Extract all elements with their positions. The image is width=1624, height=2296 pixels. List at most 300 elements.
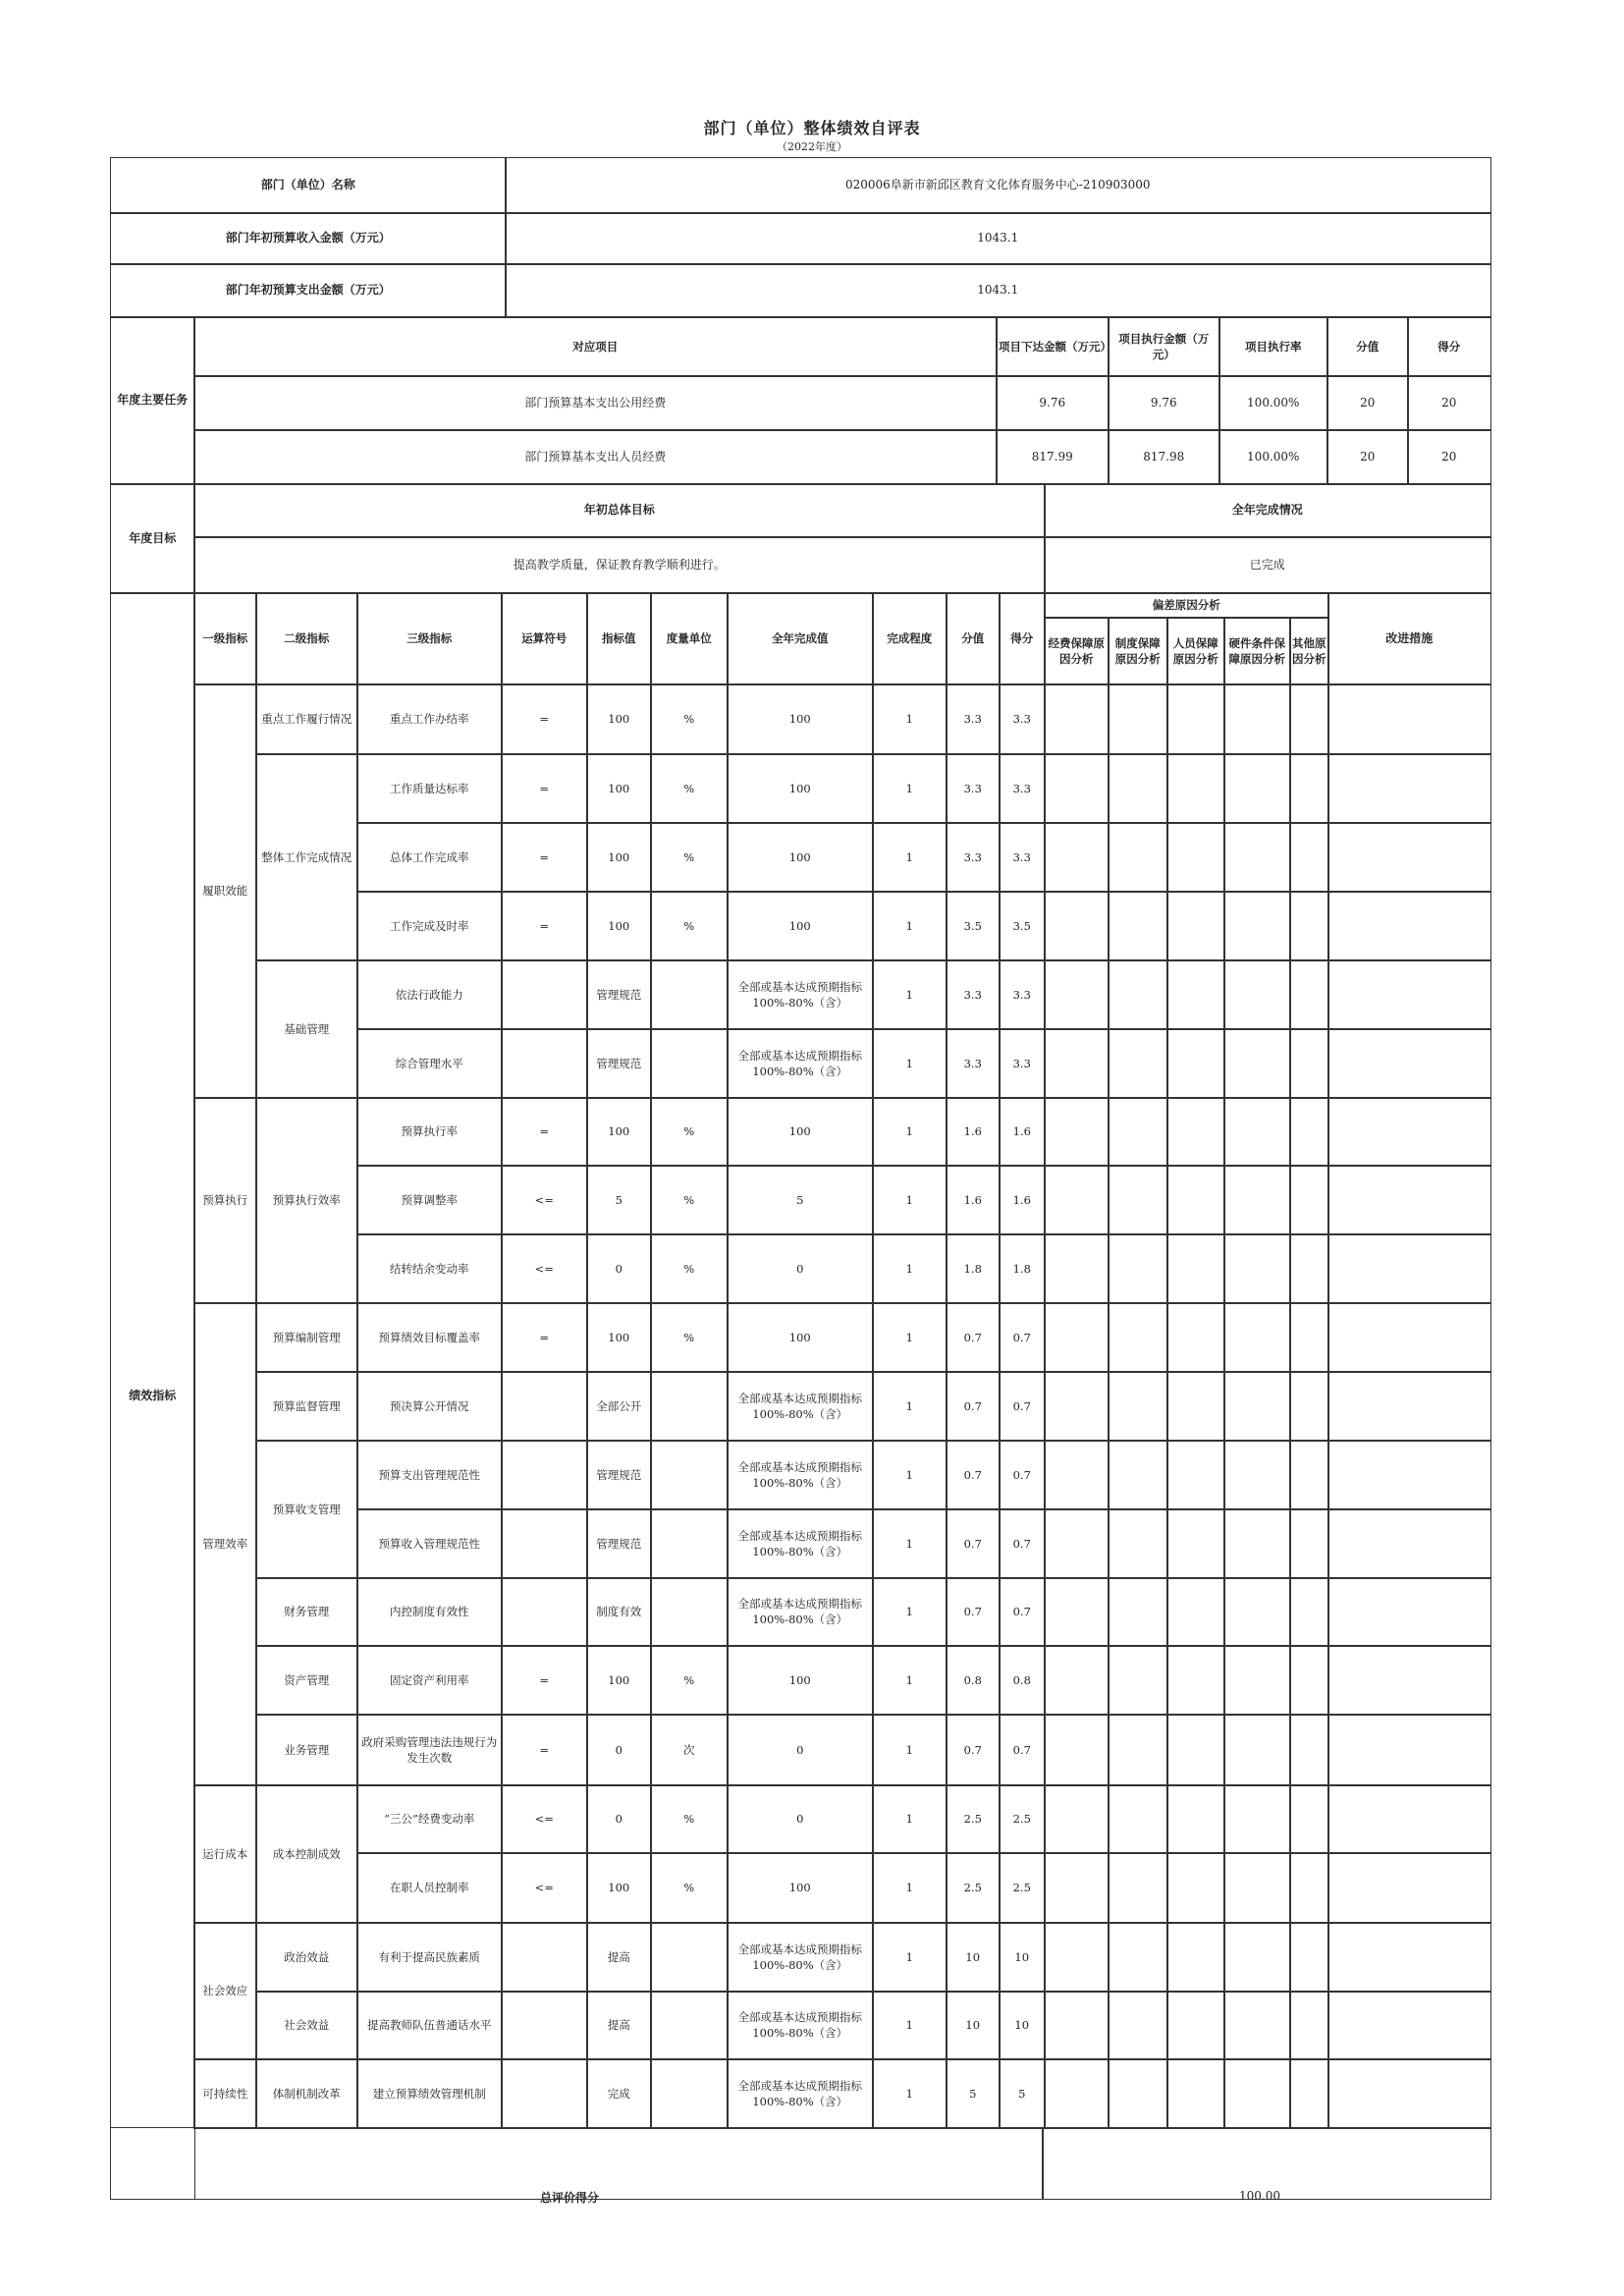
deviation-cell-3-0 <box>1044 891 1110 961</box>
improve-cell-9 <box>1327 1302 1491 1373</box>
deviation-cell-13-3 <box>1223 1577 1291 1647</box>
improve-cell-5 <box>1327 1028 1491 1099</box>
indicator-row-3-col-5: 1 <box>872 891 947 961</box>
deviation-cell-14-1 <box>1108 1645 1168 1716</box>
indicator-row-6-col-2: 100 <box>586 1097 652 1167</box>
indicator-row-9-col-6: 0.7 <box>946 1302 1001 1373</box>
indicator-row-19-col-0: 提高教师队伍普通话水平 <box>356 1991 503 2060</box>
dept-name-value: 020006阜新市新邱区教育文化体育服务中心-210903000 <box>505 157 1491 214</box>
indicator-row-11-col-5: 1 <box>872 1440 947 1510</box>
improve-cell-11 <box>1327 1440 1491 1510</box>
indicator-row-8-col-3: % <box>650 1233 729 1304</box>
header-dev-2: 人员保障原因分析 <box>1166 617 1225 685</box>
improve-cell-14 <box>1327 1645 1491 1716</box>
deviation-cell-11-1 <box>1108 1440 1168 1510</box>
deviation-cell-17-4 <box>1289 1852 1329 1924</box>
indicator-row-11-col-4: 全部或基本达成预期指标100%-80%（含） <box>727 1440 874 1510</box>
indicator-row-3-col-7: 3.5 <box>999 891 1046 961</box>
task-row-0-col-1: 9.76 <box>996 375 1110 431</box>
deviation-cell-16-1 <box>1108 1784 1168 1854</box>
indicator-row-4-col-5: 1 <box>872 959 947 1030</box>
deviation-cell-12-1 <box>1108 1508 1168 1579</box>
indicator-row-6-col-3: % <box>650 1097 729 1167</box>
indicator-row-12-col-7: 0.7 <box>999 1508 1046 1579</box>
indicator-row-3-col-1: = <box>501 891 588 961</box>
indicator-row-1-col-3: % <box>650 753 729 824</box>
deviation-cell-19-0 <box>1044 1991 1110 2060</box>
deviation-cell-16-4 <box>1289 1784 1329 1854</box>
indicator-row-4-col-2: 管理规范 <box>586 959 652 1030</box>
goal-overall-value: 提高教学质量，保证教育教学顺利进行。 <box>193 536 1046 594</box>
indicator-row-16-col-4: 0 <box>727 1784 874 1854</box>
indicator-row-20-col-7: 5 <box>999 2058 1046 2129</box>
indicator-row-11-col-1 <box>501 1440 588 1510</box>
l2-group-10: 成本控制成效 <box>255 1784 358 1924</box>
deviation-cell-12-3 <box>1223 1508 1291 1579</box>
deviation-cell-18-4 <box>1289 1922 1329 1993</box>
task-row-1-col-5: 20 <box>1407 429 1491 485</box>
deviation-cell-12-0 <box>1044 1508 1110 1579</box>
indicator-row-20-col-6: 5 <box>946 2058 1001 2129</box>
indicator-row-4-col-6: 3.3 <box>946 959 1001 1030</box>
indicator-row-15-col-2: 0 <box>586 1714 652 1786</box>
l2-group-8: 资产管理 <box>255 1645 358 1716</box>
deviation-cell-15-4 <box>1289 1714 1329 1786</box>
indicator-row-18-col-7: 10 <box>999 1922 1046 1993</box>
l1-group-5: 可持续性 <box>193 2058 257 2129</box>
improve-cell-12 <box>1327 1508 1491 1579</box>
deviation-cell-1-4 <box>1289 753 1329 824</box>
deviation-cell-2-1 <box>1108 822 1168 893</box>
l1-group-1: 预算执行 <box>193 1097 257 1304</box>
indicator-row-6-col-6: 1.6 <box>946 1097 1001 1167</box>
indicator-row-19-col-3 <box>650 1991 729 2060</box>
deviation-cell-19-1 <box>1108 1991 1168 2060</box>
deviation-cell-5-3 <box>1223 1028 1291 1099</box>
deviation-cell-3-1 <box>1108 891 1168 961</box>
indicator-row-10-col-3 <box>650 1371 729 1442</box>
indicator-row-9-col-2: 100 <box>586 1302 652 1373</box>
indicator-row-0-col-5: 1 <box>872 683 947 755</box>
indicator-row-3-col-6: 3.5 <box>946 891 1001 961</box>
indicator-row-14-col-0: 固定资产利用率 <box>356 1645 503 1716</box>
task-row-1-col-4: 20 <box>1326 429 1409 485</box>
deviation-cell-0-4 <box>1289 683 1329 755</box>
deviation-cell-10-3 <box>1223 1371 1291 1442</box>
header-actual: 全年完成值 <box>727 592 874 685</box>
expense-label: 部门年初预算支出金额（万元） <box>110 263 507 318</box>
form-year: （2022年度） <box>777 140 847 153</box>
indicator-row-9-col-0: 预算绩效目标覆盖率 <box>356 1302 503 1373</box>
indicator-row-18-col-3 <box>650 1922 729 1993</box>
deviation-cell-20-1 <box>1108 2058 1168 2129</box>
indicator-row-5-col-4: 全部或基本达成预期指标100%-80%（含） <box>727 1028 874 1099</box>
deviation-cell-18-2 <box>1166 1922 1225 1993</box>
deviation-cell-8-0 <box>1044 1233 1110 1304</box>
deviation-cell-3-2 <box>1166 891 1225 961</box>
header-l3: 三级指标 <box>356 592 503 685</box>
indicator-row-1-col-7: 3.3 <box>999 753 1046 824</box>
deviation-cell-2-2 <box>1166 822 1225 893</box>
deviation-cell-15-0 <box>1044 1714 1110 1786</box>
deviation-cell-13-2 <box>1166 1577 1225 1647</box>
indicator-row-8-col-5: 1 <box>872 1233 947 1304</box>
l2-group-13: 体制机制改革 <box>255 2058 358 2129</box>
indicator-row-7-col-5: 1 <box>872 1165 947 1235</box>
indicator-row-2-col-5: 1 <box>872 822 947 893</box>
task-row-1-col-0: 部门预算基本支出人员经费 <box>193 429 998 485</box>
header-degree: 完成程度 <box>872 592 947 685</box>
indicator-row-2-col-7: 3.3 <box>999 822 1046 893</box>
tasks-label: 年度主要任务 <box>110 316 195 485</box>
deviation-cell-16-0 <box>1044 1784 1110 1854</box>
indicator-row-17-col-2: 100 <box>586 1852 652 1924</box>
deviation-cell-11-0 <box>1044 1440 1110 1510</box>
form-title: 部门（单位）整体绩效自评表 <box>703 119 921 137</box>
improve-cell-6 <box>1327 1097 1491 1167</box>
improve-cell-18 <box>1327 1922 1491 1993</box>
deviation-cell-12-4 <box>1289 1508 1329 1579</box>
indicator-row-18-col-0: 有利于提高民族素质 <box>356 1922 503 1993</box>
task-row-1-col-3: 100.00% <box>1218 429 1328 485</box>
task-row-0-col-5: 20 <box>1407 375 1491 431</box>
indicator-row-20-col-4: 全部或基本达成预期指标100%-80%（含） <box>727 2058 874 2129</box>
deviation-cell-8-1 <box>1108 1233 1168 1304</box>
goal-completion-header: 全年完成情况 <box>1044 483 1491 538</box>
indicator-row-6-col-4: 100 <box>727 1097 874 1167</box>
indicator-row-8-col-2: 0 <box>586 1233 652 1304</box>
indicator-row-7-col-6: 1.6 <box>946 1165 1001 1235</box>
indicator-row-18-col-1 <box>501 1922 588 1993</box>
indicator-row-14-col-7: 0.8 <box>999 1645 1046 1716</box>
indicator-row-19-col-4: 全部或基本达成预期指标100%-80%（含） <box>727 1991 874 2060</box>
indicator-row-11-col-6: 0.7 <box>946 1440 1001 1510</box>
improve-cell-3 <box>1327 891 1491 961</box>
improve-cell-20 <box>1327 2058 1491 2129</box>
deviation-cell-7-3 <box>1223 1165 1291 1235</box>
deviation-cell-8-4 <box>1289 1233 1329 1304</box>
indicator-row-0-col-2: 100 <box>586 683 652 755</box>
indicator-row-1-col-5: 1 <box>872 753 947 824</box>
deviation-cell-13-1 <box>1108 1577 1168 1647</box>
indicator-row-0-col-0: 重点工作办结率 <box>356 683 503 755</box>
deviation-cell-5-0 <box>1044 1028 1110 1099</box>
indicator-row-16-col-6: 2.5 <box>946 1784 1001 1854</box>
deviation-cell-17-1 <box>1108 1852 1168 1924</box>
deviation-cell-3-4 <box>1289 891 1329 961</box>
deviation-cell-7-1 <box>1108 1165 1168 1235</box>
deviation-cell-5-2 <box>1166 1028 1225 1099</box>
total-label: 总评价得分 <box>540 2191 600 2205</box>
task-row-1-col-2: 817.98 <box>1108 429 1220 485</box>
l2-group-4: 预算编制管理 <box>255 1302 358 1373</box>
indicator-row-15-col-6: 0.7 <box>946 1714 1001 1786</box>
tasks-header-5: 得分 <box>1407 316 1491 377</box>
indicator-row-5-col-1 <box>501 1028 588 1099</box>
header-l1: 一级指标 <box>193 592 257 685</box>
indicator-row-10-col-2: 全部公开 <box>586 1371 652 1442</box>
deviation-cell-14-0 <box>1044 1645 1110 1716</box>
indicator-row-10-col-5: 1 <box>872 1371 947 1442</box>
deviation-cell-14-4 <box>1289 1645 1329 1716</box>
deviation-cell-13-4 <box>1289 1577 1329 1647</box>
deviation-cell-1-0 <box>1044 753 1110 824</box>
deviation-cell-1-1 <box>1108 753 1168 824</box>
deviation-cell-9-0 <box>1044 1302 1110 1373</box>
indicator-row-1-col-1: = <box>501 753 588 824</box>
improve-cell-0 <box>1327 683 1491 755</box>
indicator-row-15-col-3: 次 <box>650 1714 729 1786</box>
indicator-row-13-col-2: 制度有效 <box>586 1577 652 1647</box>
indicator-row-5-col-6: 3.3 <box>946 1028 1001 1099</box>
indicator-row-17-col-6: 2.5 <box>946 1852 1001 1924</box>
deviation-cell-9-4 <box>1289 1302 1329 1373</box>
indicator-row-6-col-1: = <box>501 1097 588 1167</box>
indicator-row-0-col-3: % <box>650 683 729 755</box>
deviation-cell-18-3 <box>1223 1922 1291 1993</box>
indicator-row-11-col-2: 管理规范 <box>586 1440 652 1510</box>
indicator-row-20-col-2: 完成 <box>586 2058 652 2129</box>
deviation-cell-0-0 <box>1044 683 1110 755</box>
tasks-header-1: 项目下达金额（万元） <box>996 316 1110 377</box>
deviation-cell-14-3 <box>1223 1645 1291 1716</box>
deviation-cell-8-3 <box>1223 1233 1291 1304</box>
indicator-row-10-col-1 <box>501 1371 588 1442</box>
indicator-row-13-col-4: 全部或基本达成预期指标100%-80%（含） <box>727 1577 874 1647</box>
indicator-row-8-col-7: 1.8 <box>999 1233 1046 1304</box>
deviation-cell-10-4 <box>1289 1371 1329 1442</box>
deviation-cell-19-2 <box>1166 1991 1225 2060</box>
improve-cell-19 <box>1327 1991 1491 2060</box>
deviation-cell-13-0 <box>1044 1577 1110 1647</box>
indicator-row-7-col-3: % <box>650 1165 729 1235</box>
indicator-row-18-col-5: 1 <box>872 1922 947 1993</box>
tasks-header-0: 对应项目 <box>193 316 998 377</box>
deviation-cell-4-4 <box>1289 959 1329 1030</box>
deviation-cell-4-0 <box>1044 959 1110 1030</box>
indicator-row-13-col-6: 0.7 <box>946 1577 1001 1647</box>
improve-cell-2 <box>1327 822 1491 893</box>
improve-cell-15 <box>1327 1714 1491 1786</box>
indicator-row-5-col-0: 综合管理水平 <box>356 1028 503 1099</box>
indicator-row-1-col-4: 100 <box>727 753 874 824</box>
header-op: 运算符号 <box>501 592 588 685</box>
improve-cell-1 <box>1327 753 1491 824</box>
indicator-row-9-col-1: = <box>501 1302 588 1373</box>
indicator-row-14-col-2: 100 <box>586 1645 652 1716</box>
deviation-cell-5-4 <box>1289 1028 1329 1099</box>
indicator-row-15-col-7: 0.7 <box>999 1714 1046 1786</box>
indicator-row-14-col-1: = <box>501 1645 588 1716</box>
indicator-row-19-col-5: 1 <box>872 1991 947 2060</box>
deviation-cell-19-4 <box>1289 1991 1329 2060</box>
header-deviation: 偏差原因分析 <box>1044 592 1329 619</box>
header-target: 指标值 <box>586 592 652 685</box>
deviation-cell-11-4 <box>1289 1440 1329 1510</box>
task-row-0-col-4: 20 <box>1326 375 1409 431</box>
indicator-row-13-col-5: 1 <box>872 1577 947 1647</box>
indicator-row-16-col-3: % <box>650 1784 729 1854</box>
deviation-cell-15-1 <box>1108 1714 1168 1786</box>
indicator-row-6-col-0: 预算执行率 <box>356 1097 503 1167</box>
header-weight: 分值 <box>946 592 1001 685</box>
l2-group-9: 业务管理 <box>255 1714 358 1786</box>
deviation-cell-18-1 <box>1108 1922 1168 1993</box>
indicator-row-3-col-4: 100 <box>727 891 874 961</box>
perf-label: 绩效指标 <box>110 592 195 2200</box>
indicator-row-20-col-3 <box>650 2058 729 2129</box>
income-label: 部门年初预算收入金额（万元） <box>110 212 507 265</box>
header-improve: 改进措施 <box>1327 592 1491 685</box>
indicator-row-11-col-3 <box>650 1440 729 1510</box>
indicator-row-15-col-4: 0 <box>727 1714 874 1786</box>
deviation-cell-1-3 <box>1223 753 1291 824</box>
indicator-row-4-col-0: 依法行政能力 <box>356 959 503 1030</box>
indicator-row-12-col-2: 管理规范 <box>586 1508 652 1579</box>
indicator-row-17-col-0: 在职人员控制率 <box>356 1852 503 1924</box>
deviation-cell-6-1 <box>1108 1097 1168 1167</box>
task-row-0-col-3: 100.00% <box>1218 375 1328 431</box>
indicator-row-16-col-0: “三公”经费变动率 <box>356 1784 503 1854</box>
deviation-cell-7-0 <box>1044 1165 1110 1235</box>
goal-label: 年度目标 <box>110 483 195 594</box>
deviation-cell-16-2 <box>1166 1784 1225 1854</box>
indicator-row-8-col-4: 0 <box>727 1233 874 1304</box>
indicator-row-15-col-5: 1 <box>872 1714 947 1786</box>
indicator-row-7-col-0: 预算调整率 <box>356 1165 503 1235</box>
improve-cell-16 <box>1327 1784 1491 1854</box>
header-l2: 二级指标 <box>255 592 358 685</box>
indicator-row-8-col-0: 结转结余变动率 <box>356 1233 503 1304</box>
indicator-row-10-col-6: 0.7 <box>946 1371 1001 1442</box>
l2-group-0: 重点工作履行情况 <box>255 683 358 755</box>
indicator-row-2-col-1: = <box>501 822 588 893</box>
indicator-row-5-col-5: 1 <box>872 1028 947 1099</box>
indicator-row-7-col-4: 5 <box>727 1165 874 1235</box>
indicator-row-12-col-6: 0.7 <box>946 1508 1001 1579</box>
deviation-cell-2-0 <box>1044 822 1110 893</box>
indicator-row-20-col-5: 1 <box>872 2058 947 2129</box>
indicator-row-13-col-0: 内控制度有效性 <box>356 1577 503 1647</box>
indicator-row-2-col-6: 3.3 <box>946 822 1001 893</box>
deviation-cell-17-0 <box>1044 1852 1110 1924</box>
improve-cell-17 <box>1327 1852 1491 1924</box>
indicator-row-4-col-7: 3.3 <box>999 959 1046 1030</box>
indicator-row-13-col-3 <box>650 1577 729 1647</box>
deviation-cell-7-2 <box>1166 1165 1225 1235</box>
indicator-row-5-col-2: 管理规范 <box>586 1028 652 1099</box>
indicator-row-7-col-7: 1.6 <box>999 1165 1046 1235</box>
deviation-cell-12-2 <box>1166 1508 1225 1579</box>
deviation-cell-20-0 <box>1044 2058 1110 2129</box>
deviation-cell-2-4 <box>1289 822 1329 893</box>
indicator-row-9-col-3: % <box>650 1302 729 1373</box>
task-row-1-col-1: 817.99 <box>996 429 1110 485</box>
deviation-cell-15-2 <box>1166 1714 1225 1786</box>
l1-group-2: 管理效率 <box>193 1302 257 1786</box>
expense-value: 1043.1 <box>505 263 1491 318</box>
deviation-cell-6-2 <box>1166 1097 1225 1167</box>
l2-group-12: 社会效益 <box>255 1991 358 2060</box>
indicator-row-5-col-7: 3.3 <box>999 1028 1046 1099</box>
indicator-row-13-col-7: 0.7 <box>999 1577 1046 1647</box>
task-row-0-col-2: 9.76 <box>1108 375 1220 431</box>
deviation-cell-0-3 <box>1223 683 1291 755</box>
deviation-cell-10-2 <box>1166 1371 1225 1442</box>
improve-cell-4 <box>1327 959 1491 1030</box>
indicator-row-19-col-2: 提高 <box>586 1991 652 2060</box>
indicator-row-18-col-4: 全部或基本达成预期指标100%-80%（含） <box>727 1922 874 1993</box>
income-value: 1043.1 <box>505 212 1491 265</box>
indicator-row-15-col-0: 政府采购管理违法违规行为发生次数 <box>356 1714 503 1786</box>
deviation-cell-19-3 <box>1223 1991 1291 2060</box>
deviation-cell-4-3 <box>1223 959 1291 1030</box>
l2-group-5: 预算监督管理 <box>255 1371 358 1442</box>
indicator-row-12-col-4: 全部或基本达成预期指标100%-80%（含） <box>727 1508 874 1579</box>
indicator-row-7-col-2: 5 <box>586 1165 652 1235</box>
deviation-cell-2-3 <box>1223 822 1291 893</box>
indicator-row-16-col-5: 1 <box>872 1784 947 1854</box>
indicator-row-2-col-3: % <box>650 822 729 893</box>
indicator-row-20-col-0: 建立预算绩效管理机制 <box>356 2058 503 2129</box>
l2-group-3: 预算执行效率 <box>255 1097 358 1304</box>
indicator-row-9-col-4: 100 <box>727 1302 874 1373</box>
indicator-row-16-col-2: 0 <box>586 1784 652 1854</box>
indicator-row-12-col-3 <box>650 1508 729 1579</box>
improve-cell-10 <box>1327 1371 1491 1442</box>
indicator-row-18-col-2: 提高 <box>586 1922 652 1993</box>
l2-group-6: 预算收支管理 <box>255 1440 358 1579</box>
indicator-row-17-col-1: <= <box>501 1852 588 1924</box>
indicator-row-5-col-3 <box>650 1028 729 1099</box>
l1-group-0: 履职效能 <box>193 683 257 1099</box>
deviation-cell-20-3 <box>1223 2058 1291 2129</box>
indicator-row-8-col-6: 1.8 <box>946 1233 1001 1304</box>
deviation-cell-14-2 <box>1166 1645 1225 1716</box>
header-dev-4: 其他原因分析 <box>1289 617 1329 685</box>
l2-group-7: 财务管理 <box>255 1577 358 1647</box>
indicator-row-4-col-4: 全部或基本达成预期指标100%-80%（含） <box>727 959 874 1030</box>
deviation-cell-4-2 <box>1166 959 1225 1030</box>
indicator-row-17-col-3: % <box>650 1852 729 1924</box>
goal-completion-value: 已完成 <box>1044 536 1491 594</box>
deviation-cell-6-4 <box>1289 1097 1329 1167</box>
indicator-row-14-col-3: % <box>650 1645 729 1716</box>
indicator-row-2-col-0: 总体工作完成率 <box>356 822 503 893</box>
indicator-row-19-col-6: 10 <box>946 1991 1001 2060</box>
indicator-row-15-col-1: = <box>501 1714 588 1786</box>
deviation-cell-15-3 <box>1223 1714 1291 1786</box>
deviation-cell-7-4 <box>1289 1165 1329 1235</box>
deviation-cell-16-3 <box>1223 1784 1291 1854</box>
deviation-cell-10-1 <box>1108 1371 1168 1442</box>
deviation-cell-17-3 <box>1223 1852 1291 1924</box>
header-unit: 度量单位 <box>650 592 729 685</box>
header-score: 得分 <box>999 592 1046 685</box>
indicator-row-3-col-0: 工作完成及时率 <box>356 891 503 961</box>
l2-group-11: 政治效益 <box>255 1922 358 1993</box>
deviation-cell-5-1 <box>1108 1028 1168 1099</box>
indicator-row-14-col-4: 100 <box>727 1645 874 1716</box>
deviation-cell-9-3 <box>1223 1302 1291 1373</box>
goal-overall-header: 年初总体目标 <box>193 483 1046 538</box>
indicator-row-17-col-7: 2.5 <box>999 1852 1046 1924</box>
deviation-cell-1-2 <box>1166 753 1225 824</box>
deviation-cell-3-3 <box>1223 891 1291 961</box>
improve-cell-8 <box>1327 1233 1491 1304</box>
header-dev-0: 经费保障原因分析 <box>1044 617 1110 685</box>
indicator-row-16-col-7: 2.5 <box>999 1784 1046 1854</box>
